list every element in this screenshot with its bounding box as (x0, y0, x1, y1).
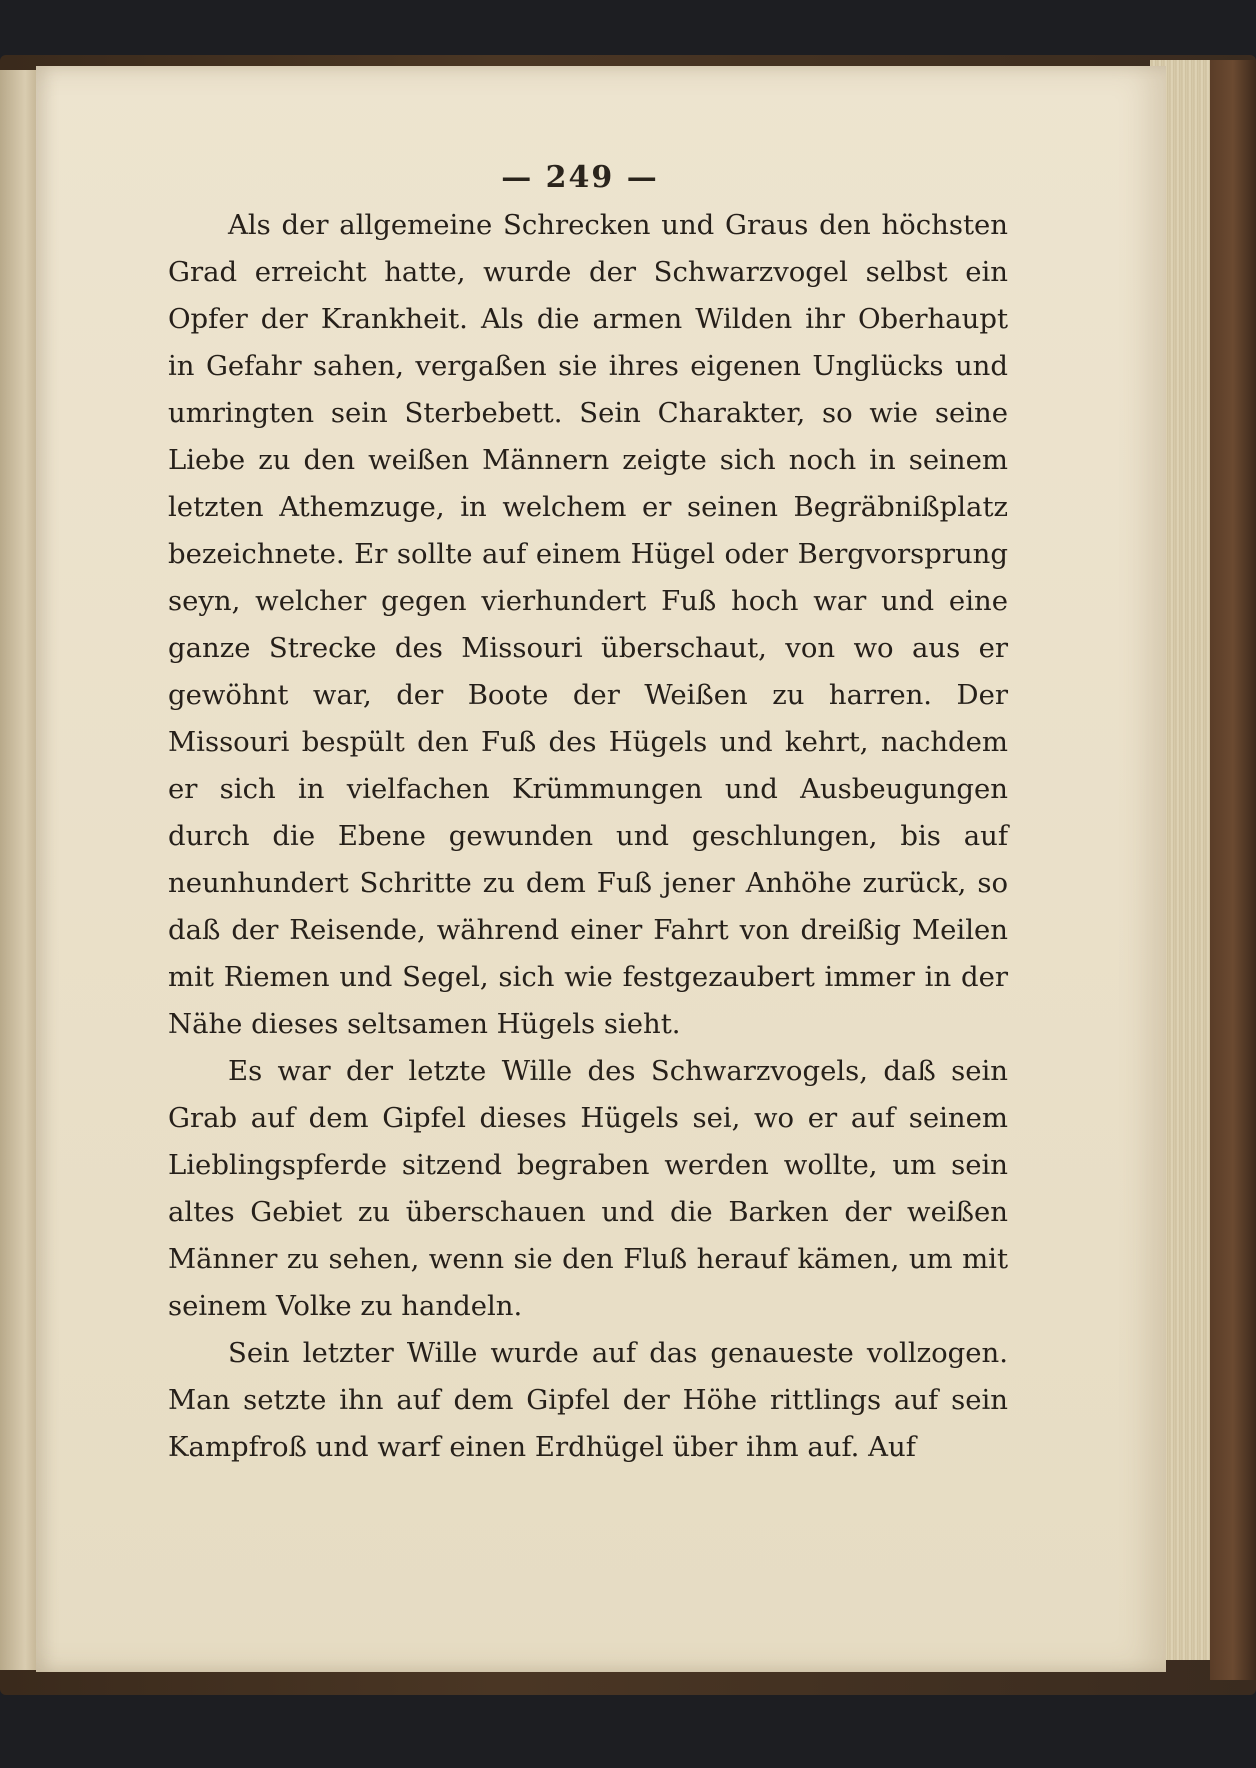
paragraph-3: Sein letzter Wille wurde auf das genaueste vollzogen. Man setzte ihn auf dem Gipfel der Höhe rittlings auf sein Kampfroß und warf einen Erdhügel über ihm auf. Auf (168, 1337, 1008, 1463)
paragraph-2: Es war der letzte Wille des Schwarzvogels, daß sein Grab auf dem Gipfel dieses Hügels sei, wo er auf seinem Lieblingspferde sitzend begraben werden wollte, um sein altes Gebiet zu überschauen und die Barken der weißen Männer zu sehen, wenn sie den Fluß herauf kämen, um mit seinem Volke zu handeln. (168, 1055, 1008, 1322)
paragraph-1: Als der allgemeine Schrecken und Graus den höchsten Grad erreicht hatte, wurde der Schwarzvogel selbst ein Opfer der Krankheit. Als die armen Wilden ihr Oberhaupt in Gefahr sahen, vergaßen sie ihres eigenen Unglücks und umringten sein Sterbebett. Sein Charakter, so wie seine Liebe zu den weißen Männern zeigte sich noch in seinem letzten Athemzuge, in welchem er seinen Begräbnißplatz bezeichnete. Er sollte auf einem Hügel oder Bergvorsprung seyn, welcher gegen vierhundert Fuß hoch war und eine ganze Strecke des Missouri überschaut, von wo aus er gewöhnt war, der Boote der Weißen zu harren. Der Missouri bespült den Fuß des Hügels und kehrt, nachdem er sich in vielfachen Krümmungen und Ausbeugungen durch die Ebene gewunden und geschlungen, bis auf neunhundert Schritte zu dem Fuß jener Anhöhe zurück, so daß der Reisende, während einer Fahrt von dreißig Meilen mit Riemen und Segel, sich wie festgezaubert immer in der Nähe dieses seltsamen Hügels sieht. (168, 209, 1008, 1040)
page-number: — 249 — (501, 160, 659, 195)
page-body (168, 202, 1008, 1471)
facing-page-edge (0, 70, 36, 1670)
book-board (1210, 60, 1256, 1680)
